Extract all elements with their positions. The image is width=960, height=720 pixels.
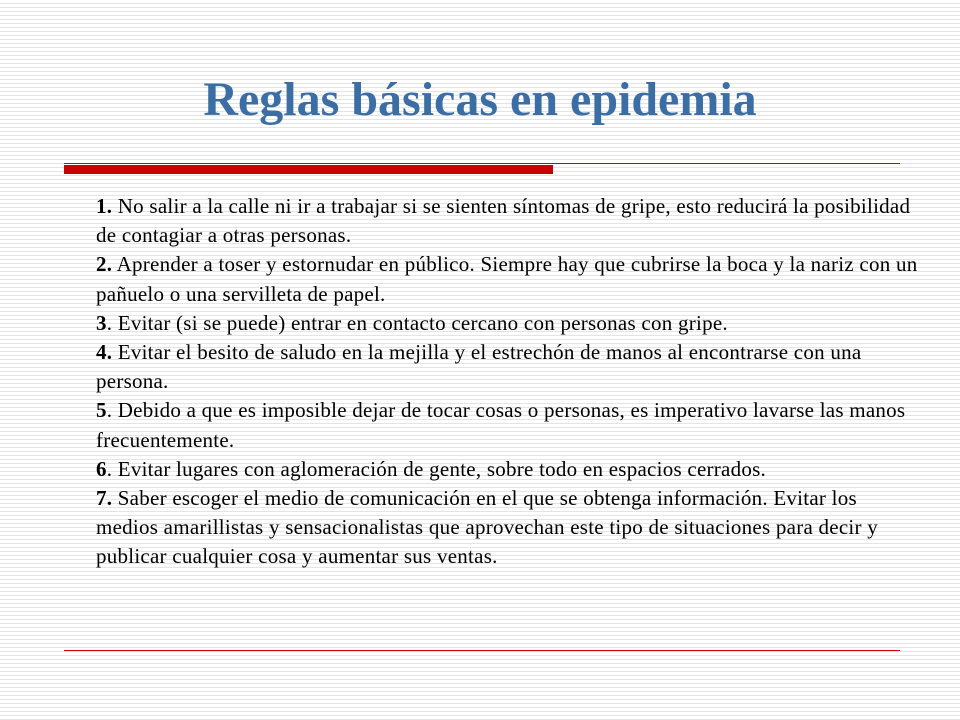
rule-number: 2.	[96, 252, 113, 277]
rule-item-5	[96, 396, 918, 454]
rule-item-7	[96, 484, 918, 572]
rule-item-3	[96, 309, 918, 338]
rule-text: Aprender a toser y estornudar en público. Siempre hay que cubrirse la boca y la nariz con un pañuelo o una servilleta de papel.	[96, 252, 918, 306]
rule-text: . Evitar (si se puede) entrar en contacto cercano con personas con gripe.	[106, 310, 728, 335]
footer-divider	[64, 650, 900, 651]
rule-text: . Evitar lugares con aglomeración de gente, sobre todo en espacios cerrados.	[106, 456, 767, 481]
rule-item-6	[96, 455, 918, 484]
rule-text: Evitar el besito de saludo en la mejilla y el estrechón de manos al encontrarse con una persona.	[96, 340, 862, 394]
rule-number: 6	[96, 456, 107, 481]
rule-number: 4.	[96, 340, 113, 365]
rule-number: 5	[96, 398, 107, 423]
rules-list	[96, 192, 918, 572]
rule-number: 7.	[96, 486, 113, 511]
rule-number: 1.	[96, 194, 113, 218]
rule-item-2	[96, 250, 918, 308]
rule-text: Saber escoger el medio de comunicación en el que se obtenga información. Evitar los medios amarillistas y sensacionalistas que aprovechan este tipo de situaciones para decir y publicar cualquier cosa y aumentar sus ventas.	[96, 486, 879, 569]
rule-number: 3	[96, 310, 107, 335]
rule-item-4	[96, 338, 918, 396]
rule-text: . Debido a que es imposible dejar de tocar cosas o personas, es imperativo lavarse las manos frecuentemente.	[96, 398, 906, 452]
rule-text: No salir a la calle ni ir a trabajar si se sienten síntomas de gripe, esto reducirá la posibilidad de contagiar a otras personas.	[96, 194, 911, 248]
title-divider-thick	[64, 165, 553, 174]
rule-item-1	[96, 192, 918, 250]
slide-title: Reglas básicas en epidemia	[203, 73, 757, 126]
title-divider-thin	[64, 163, 900, 164]
